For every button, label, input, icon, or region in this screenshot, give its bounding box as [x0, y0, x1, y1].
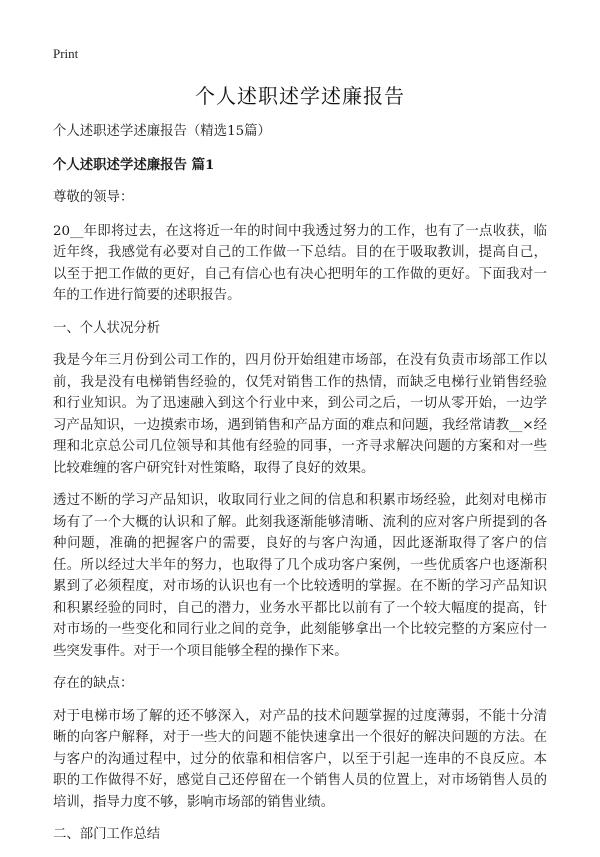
body-paragraph: 20__年即将过去，在这将近一年的时间中我透过努力的工作，也有了一点收获，临近年终，我感觉有必要对自己的工作做一下总结。目的在于吸取教训，提高自己，以至于把工作做的更好，自己有信心也有决心把明年的工作做的更好。下面我对一年的工作进行简要的述职报告。 — [53, 223, 547, 303]
document-title: 个人述职述学述廉报告 — [195, 84, 405, 108]
print-link[interactable]: Print — [53, 46, 79, 61]
body-paragraph: 透过不断的学习产品知识，收取同行业之间的信息和积累市场经验，此刻对电梯市场有了一个大概的认识和了解。此刻我逐渐能够清晰、流利的应对客户所提到的各种问题，准确的把握客户的需要，良好的与客户沟通，因此逐渐取得了客户的信任。所以经过大半年的努力，也取得了几个成功客户案例，一些优质客户也逐渐积累到了必须程度，对市场的认识也有一个比较透明的掌握。在不断的学习产品知识和积累经验的同时，自己的潜力，业务水平都比以前有了一个较大幅度的提高，针对市场的一些变化和同行业之间的竞争，此刻能够拿出一个比较完整的方案应付一些突发事件。对于一个项目能够全程的操作下来。 — [53, 493, 547, 659]
section-heading: 一、个人状况分析 — [53, 320, 161, 336]
document-subtitle: 个人述职述学述廉报告（精选15篇） — [53, 124, 271, 139]
section-heading: 二、部门工作总结 — [53, 827, 161, 842]
document-body — [53, 121, 547, 857]
body-paragraph: 我是今年三月份到公司工作的，四月份开始组建市场部，在没有负责市场部工作以前，我是没有电梯销售经验的，仅凭对销售工作的热情，而缺乏电梯行业销售经验和行业知识。为了迅速融入到这个行业中来，到公司之后，一切从零开始，一边学习产品知识，一边摸索市场，遇到销售和产品方面的难点和问题，我经常请教__×经理和北京总公司几位领导和其他有经验的同事，一齐寻求解决问题的方案和对一些比较难缠的客户研究针对性策略，取得了良好的效果。 — [53, 353, 547, 476]
greeting: 尊敬的领导： — [53, 190, 134, 205]
section-heading: 存在的缺点： — [53, 676, 134, 691]
body-paragraph: 对于电梯市场了解的还不够深入，对产品的技术问题掌握的过度薄弱，不能十分清晰的向客户解释，对于一些大的问题不能快速拿出一个很好的解决问题的方法。在与客户的沟通过程中，过分的依靠和相信客户，以至于引起一连串的不良反应。本职的工作做得不好，感觉自己还停留在一个销售人员的位置上，对市场销售人员的培训，指导力度不够，影响市场部的销售业绩。 — [53, 708, 547, 810]
section-title: 个人述职述学述廉报告 篇1 — [53, 156, 215, 173]
